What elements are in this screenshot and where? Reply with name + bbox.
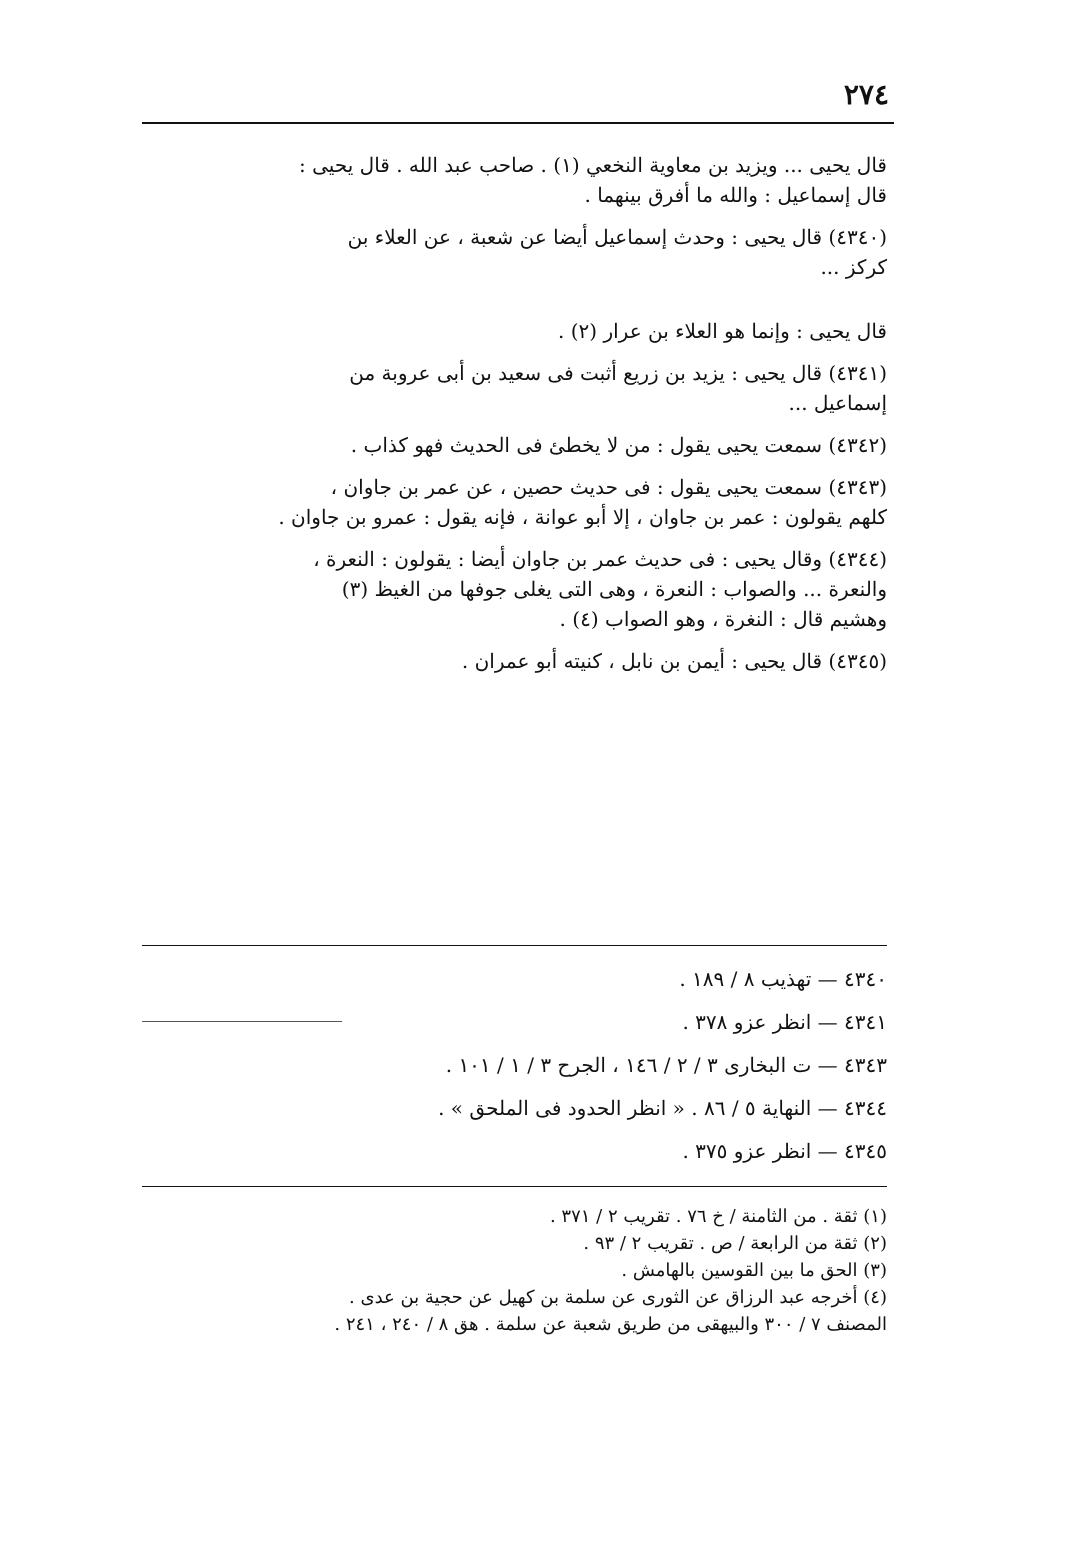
header-rule (142, 122, 894, 124)
entry-line: (٤٣٤٢) سمعت يحيى يقول : من لا يخطئ فى الحديث فهو كذاب . (350, 433, 887, 457)
entry-line: (٤٣٤١) قال يحيى : يزيد بن زريع أثبت فى سعيد بن أبى عروبة من (349, 361, 887, 385)
main-text (187, 150, 887, 676)
entry-4342 (187, 430, 887, 460)
text-line: قال يحيى ... ويزيد بن معاوية النخعي (١) . صاحب عبد الله . قال يحيى : (299, 153, 887, 177)
text-line: قال إسماعيل : والله ما أفرق بينهما . (584, 183, 887, 207)
entry-4345 (187, 646, 887, 676)
entry-line: كلهم يقولون : عمر بن جاوان ، إلا أبو عوانة ، فإنه يقول : عمرو بن جاوان . (278, 505, 887, 529)
entry-line: (٤٣٤٥) قال يحيى : أيمن بن نابل ، كنيته أبو عمران . (461, 649, 887, 673)
footnote-line: المصنف ٧ / ٣٠٠ والبيهقى من طريق شعبة عن سلمة . هق ٨ / ٢٤٠ ، ٢٤١ . (334, 1314, 887, 1335)
reference-line: ٤٣٤٥ — انظر عزو ٣٧٥ . (682, 1139, 887, 1163)
entry-4344 (187, 544, 887, 634)
entry-line: والنعرة ... والصواب : النعرة ، وهى التى يغلى جوفها من الغيظ (٣) (341, 577, 887, 601)
entry-line: إسماعيل ... (788, 391, 887, 415)
footnotes-block (167, 1203, 887, 1338)
entry-line: (٤٣٤٠) قال يحيى : وحدث إسماعيل أيضا عن شعبة ، عن العلاء بن (347, 225, 887, 249)
footnote-line: (٤) أخرجه عبد الرزاق عن الثورى عن سلمة بن كهيل عن حجية بن عدى . (349, 1287, 887, 1308)
entry-line: (٤٣٤٣) سمعت يحيى يقول : فى حديث حصين ، عن عمر بن جاوان ، (330, 475, 887, 499)
footnote-line: (١) ثقة . من الثامنة / خ ٧٦ . تقريب ٢ / ٣٧١ . (549, 1206, 887, 1227)
reference-line: ٤٣٤٣ — ت البخارى ٣ / ٢ / ١٤٦ ، الجرح ٣ / ١ / ١٠١ . (445, 1053, 887, 1077)
reference-line: ٤٣٤١ — انظر عزو ٣٧٨ . (682, 1010, 887, 1034)
references-rule (142, 945, 887, 946)
page-number: ٢٧٤ (843, 78, 889, 111)
references-block (187, 958, 887, 1173)
bleed-through-gap (187, 282, 887, 304)
footnotes-rule (142, 1186, 887, 1187)
entry-4340 (187, 222, 887, 282)
entry-4341 (187, 358, 887, 418)
entry-4343 (187, 472, 887, 532)
entry-comment (187, 316, 887, 346)
footnote-line: (٣) الحق ما بين القوسين بالهامش . (621, 1260, 887, 1281)
entry-line: وهشيم قال : النغرة ، وهو الصواب (٤) . (559, 607, 887, 631)
entry-line: كركز ... (820, 255, 887, 279)
entry-line: قال يحيى : وإنما هو العلاء بن عرار (٢) . (558, 319, 887, 343)
footnote-line: (٢) ثقة من الرابعة / ص . تقريب ٢ / ٩٣ . (583, 1233, 887, 1254)
reference-line: ٤٣٤٠ — تهذيب ٨ / ١٨٩ . (679, 967, 887, 991)
reference-line: ٤٣٤٤ — النهاية ٥ / ٨٦ . « انظر الحدود فى الملحق » . (438, 1096, 887, 1120)
entry-line: (٤٣٤٤) وقال يحيى : فى حديث عمر بن جاوان أيضا : يقولون : النعرة ، (313, 547, 887, 571)
